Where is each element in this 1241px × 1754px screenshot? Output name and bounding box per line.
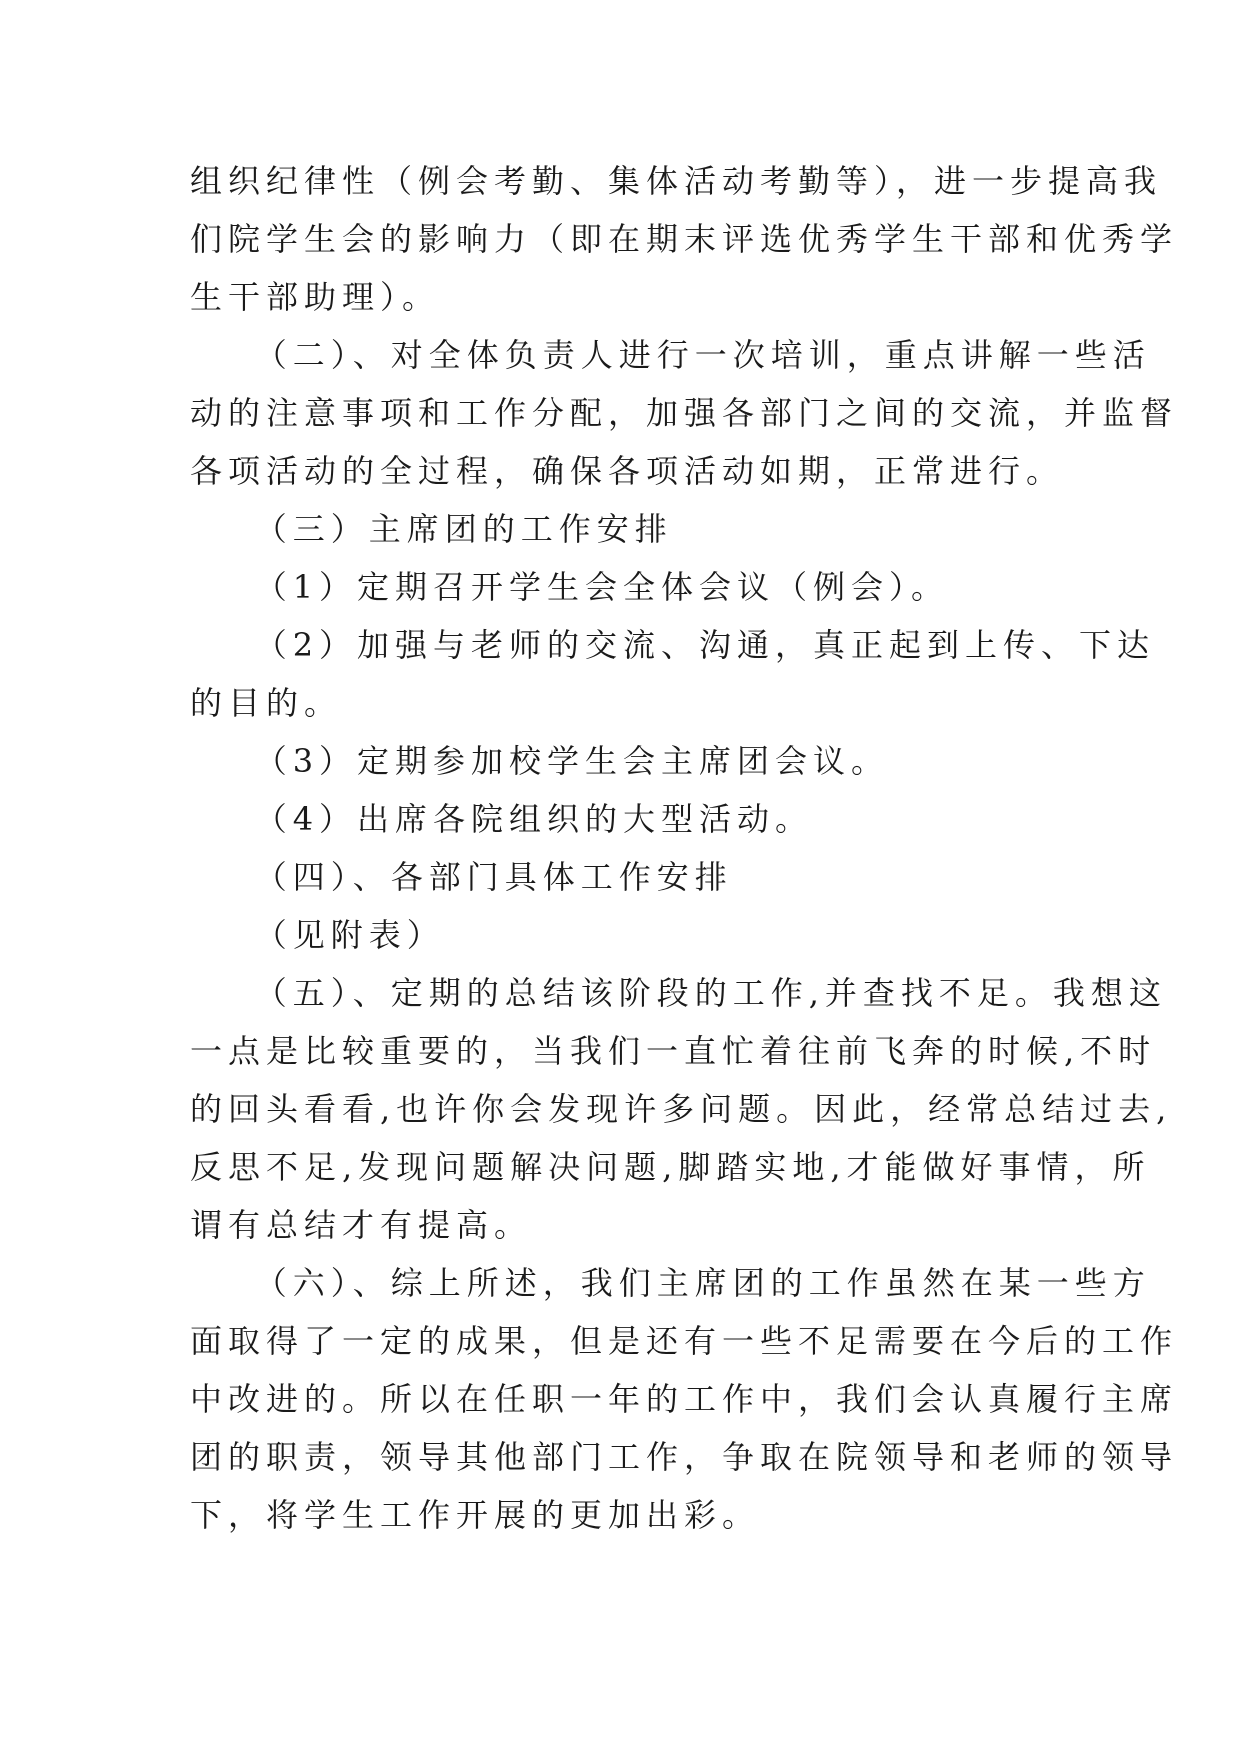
text-line: 一点是比较重要的，当我们一直忙着往前飞奔的时候,不时 <box>190 1032 1157 1070</box>
text-line: 反思不足,发现问题解决问题,脚踏实地,才能做好事情，所 <box>190 1148 1151 1186</box>
text-line: 下，将学生工作开展的更加出彩。 <box>190 1496 761 1534</box>
text-line: （1）定期召开学生会全体会议（例会）。 <box>190 568 950 606</box>
text-line: （4）出席各院组织的大型活动。 <box>190 800 814 838</box>
text-line: 的回头看看,也许你会发现许多问题。因此，经常总结过去, <box>190 1090 1173 1128</box>
text-line: 们院学生会的影响力（即在期末评选优秀学生干部和优秀学 <box>190 220 1179 258</box>
text-line: （五）、定期的总结该阶段的工作,并查找不足。我想这 <box>190 974 1167 1012</box>
text-line: 谓有总结才有提高。 <box>190 1206 533 1244</box>
text-line: （3）定期参加校学生会主席团会议。 <box>190 742 890 780</box>
text-line: 动的注意事项和工作分配，加强各部门之间的交流，并监督 <box>190 394 1179 432</box>
text-line: 团的职责，领导其他部门工作，争取在院领导和老师的领导 <box>190 1438 1179 1476</box>
body-text <box>190 152 1179 1544</box>
text-line: 各项活动的全过程，确保各项活动如期，正常进行。 <box>190 452 1065 490</box>
text-line: （二）、对全体负责人进行一次培训，重点讲解一些活 <box>190 336 1151 374</box>
text-line: （六）、综上所述，我们主席团的工作虽然在某一些方 <box>190 1264 1151 1302</box>
text-line: （四）、各部门具体工作安排 <box>190 858 733 896</box>
text-line: 生干部助理）。 <box>190 278 441 316</box>
text-line: 组织纪律性（例会考勤、集体活动考勤等），进一步提高我 <box>190 162 1163 200</box>
text-line: 的目的。 <box>190 684 343 722</box>
text-line: （三）主席团的工作安排 <box>190 510 673 548</box>
text-line: 中改进的。所以在任职一年的工作中，我们会认真履行主席 <box>190 1380 1179 1418</box>
text-line: （见附表） <box>190 916 445 954</box>
text-line: 面取得了一定的成果，但是还有一些不足需要在今后的工作 <box>190 1322 1179 1360</box>
text-line: （2）加强与老师的交流、沟通，真正起到上传、下达 <box>190 626 1156 664</box>
